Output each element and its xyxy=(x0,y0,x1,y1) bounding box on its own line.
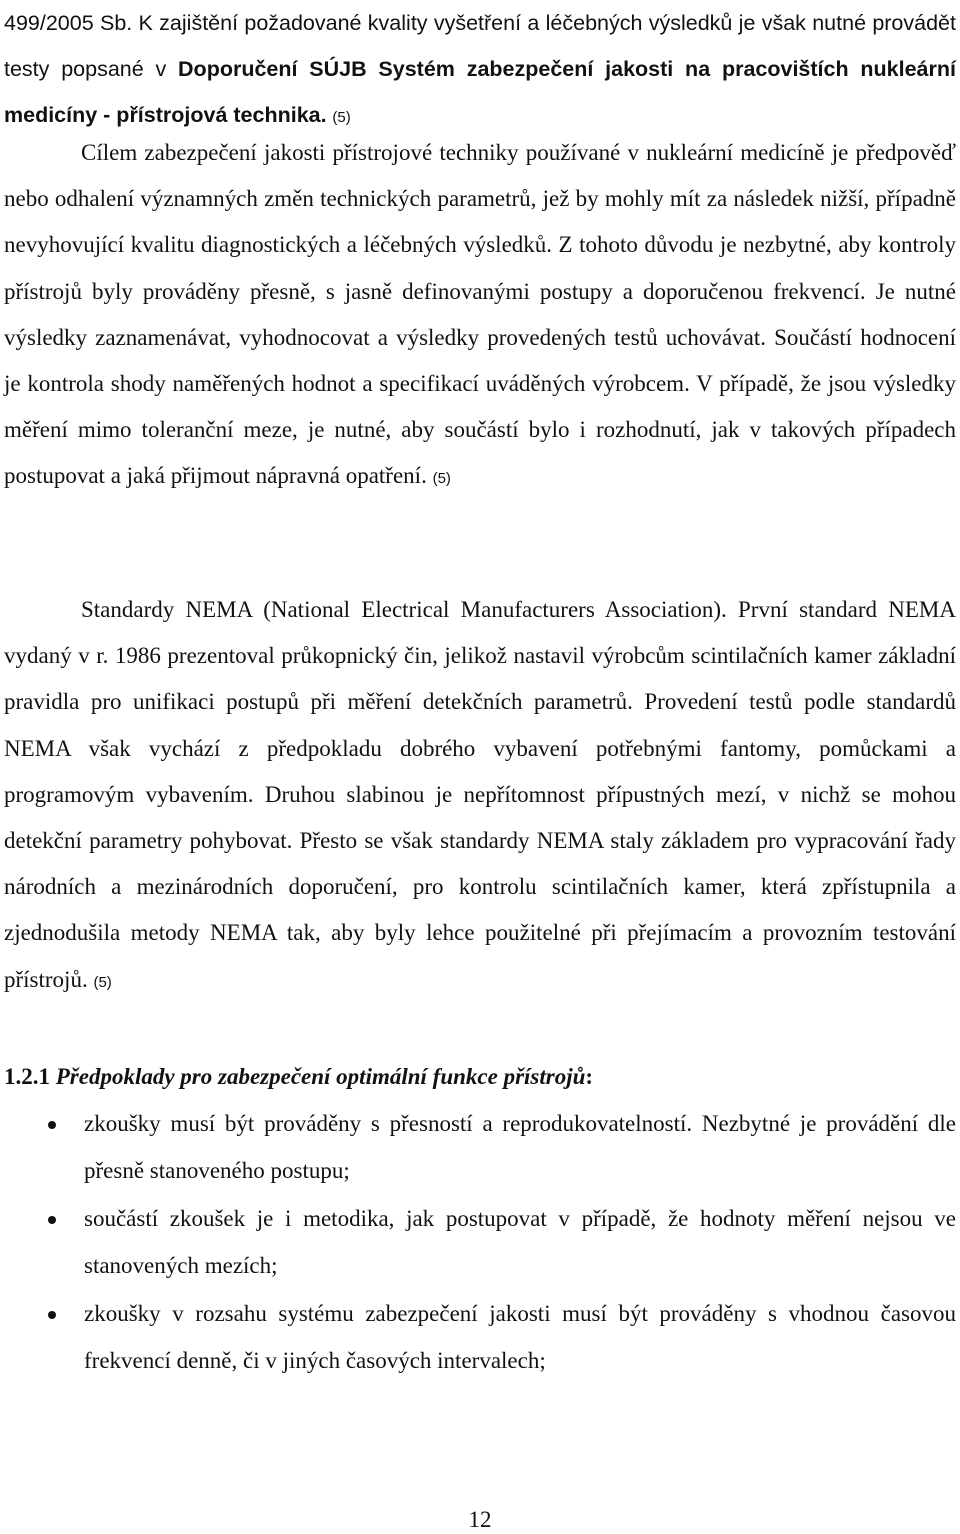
paragraph-nema-text: Standardy NEMA (National Electrical Manufacturers Association). První standard NEMA vydaný v r. 1986 prezentoval průkopnický čin, jelikož nastavil výrobcům scintilačních kamer základní pravidla pro unifikaci postupů při měření detekčních parametrů. Provedení testů podle standardů NEMA však vychází z předpokladu dobrého vybavení potřebnými fantomy, pomůckami a programovým vybavením. Druhou slabinou je nepřítomnost přípustných mezí, v nichž se mohou detekční parametry pohybovat. Přesto se však standardy NEMA staly základem pro vypracování řady národních a mezinárodních doporučení, pro kontrolu scintilačních kamer, která zpřístupnila a zjednodušila metody NEMA tak, aby byly lehce použitelné při přejímacím a provozním testování přístrojů. xyxy=(4,597,956,992)
requirements-list xyxy=(4,1101,956,1386)
paragraph-intro-text: K zajištění požadované kvality vyšetření a léčebných výsledků je však nutné provádět testy popsané v xyxy=(4,11,956,82)
law-reference: 499/2005 Sb. xyxy=(4,11,133,35)
bullet-icon xyxy=(48,1311,56,1319)
list-item xyxy=(4,1101,956,1194)
section-colon: : xyxy=(585,1064,594,1089)
list-item xyxy=(4,1196,956,1289)
citation-ref: (5) xyxy=(93,973,112,991)
paragraph-quality-assurance xyxy=(4,130,956,503)
section-number: 1.2.1 xyxy=(4,1064,50,1089)
list-item xyxy=(4,1291,956,1384)
page-number: 12 xyxy=(468,1507,492,1532)
citation-ref: (5) xyxy=(432,470,451,488)
list-item-text: zkoušky v rozsahu systému zabezpečení jakosti musí být prováděny s vhodnou časovou frekvencí denně, či v jiných časových intervalech; xyxy=(84,1301,956,1373)
citation-ref: (5) xyxy=(332,109,351,127)
bullet-icon xyxy=(48,1216,56,1224)
bullet-icon xyxy=(48,1121,56,1129)
paragraph-intro xyxy=(4,0,956,142)
list-item-text: zkoušky musí být prováděny s přesností a reprodukovatelností. Nezbytné je provádění dle přesně stanoveného postupu; xyxy=(84,1111,956,1183)
paragraph-quality-assurance-text: Cílem zabezpečení jakosti přístrojové techniky používané v nukleární medicíně je předpověď nebo odhalení významných změn technických parametrů, jež by mohly mít za následek nižší, případně nevyhovující kvalitu diagnostických a léčebných výsledků. Z tohoto důvodu je nezbytné, aby kontroly přístrojů byly prováděny přesně, s jasně definovanými postupy a doporučenou frekvencí. Je nutné výsledky zaznamenávat, vyhodnocovat a výsledky provedených testů uchovávat. Součástí hodnocení je kontrola shody naměřených hodnot a specifikací uváděných výrobcem. V případě, že jsou výsledky měření mimo toleranční meze, je nutné, aby součástí bylo i rozhodnutí, jak v takových případech postupovat a jaká přijmout nápravná opatření. xyxy=(4,140,956,489)
list-item-text: součástí zkoušek je i metodika, jak postupovat v případě, že hodnoty měření nejsou ve stanovených mezích; xyxy=(84,1206,956,1278)
paragraph-nema-standards xyxy=(4,587,956,1006)
section-title: Předpoklady pro zabezpečení optimální funkce přístrojů xyxy=(55,1064,586,1089)
recommendation-title: Doporučení SÚJB Systém zabezpečení jakosti na pracovištích nukleární medicíny - přístrojová technika. xyxy=(4,57,956,128)
section-heading xyxy=(4,1057,593,1097)
